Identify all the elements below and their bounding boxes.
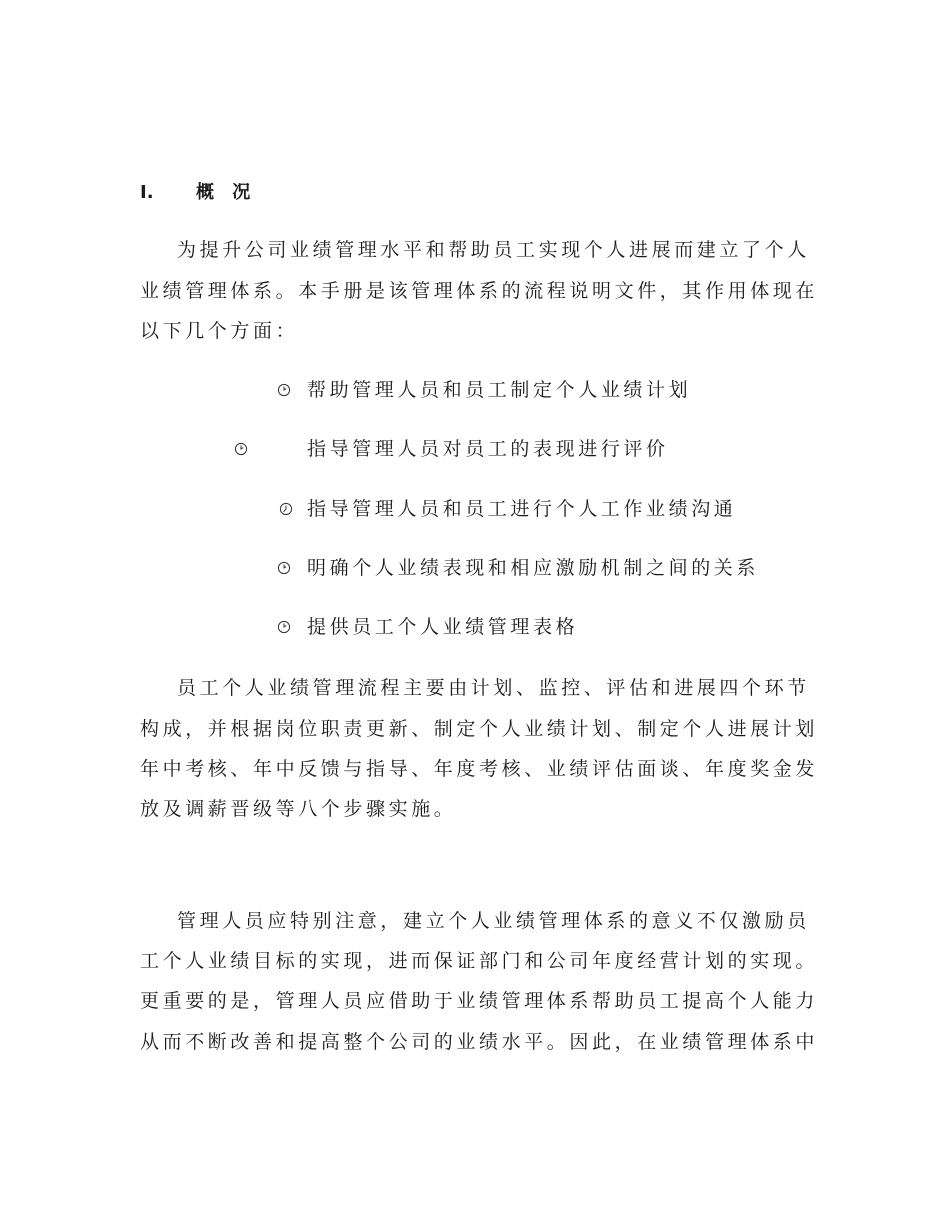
bullet-item-4: 明确个人业绩表现和相应激励机制之间的关系 [307,557,760,579]
clock-icon [277,561,291,575]
clock-icon [277,383,291,397]
section-heading [140,178,256,202]
section-title: 概 况 [196,182,257,203]
paragraph-2-line-3: 年中考核、年中反馈与指导、年度考核、业绩评估面谈、年度奖金发 [140,758,819,780]
paragraph-3-line-3: 更重要的是，管理人员应借助于业绩管理体系帮助员工提高个人能力 [140,990,819,1012]
paragraph-1-line-1: 为提升公司业绩管理水平和帮助员工实现个人进展而建立了个人 [177,239,810,261]
clock-icon [277,620,291,634]
paragraph-3-line-1: 管理人员应特别注意，建立个人业绩管理体系的意义不仅激励员 [177,910,810,932]
paragraph-3-line-2: 工个人业绩目标的实现，进而保证部门和公司年度经营计划的实现。 [140,950,819,972]
bullet-item-3: 指导管理人员和员工进行个人工作业绩沟通 [307,498,737,520]
paragraph-1-line-2: 业绩管理体系。本手册是该管理体系的流程说明文件，其作用体现在 [140,280,819,302]
paragraph-2-line-1: 员工个人业绩管理流程主要由计划、监控、评估和进展四个环节 [177,677,810,699]
section-number: I. [140,182,154,203]
paragraph-1-line-3: 以下几个方面： [140,320,299,342]
paragraph-2-line-4: 放及调薪晋级等八个步骤实施。 [140,798,457,820]
clock-icon [279,502,293,516]
bullet-item-1: 帮助管理人员和员工制定个人业绩计划 [307,379,692,401]
paragraph-3-line-4: 从而不断改善和提高整个公司的业绩水平。因此，在业绩管理体系中 [140,1031,819,1053]
bullet-item-5: 提供员工个人业绩管理表格 [307,616,579,638]
paragraph-2-line-2: 构成，并根据岗位职责更新、制定个人业绩计划、制定个人进展计划 [140,718,819,740]
bullet-item-2: 指导管理人员对员工的表现进行评价 [307,438,669,460]
clock-icon [234,442,248,456]
